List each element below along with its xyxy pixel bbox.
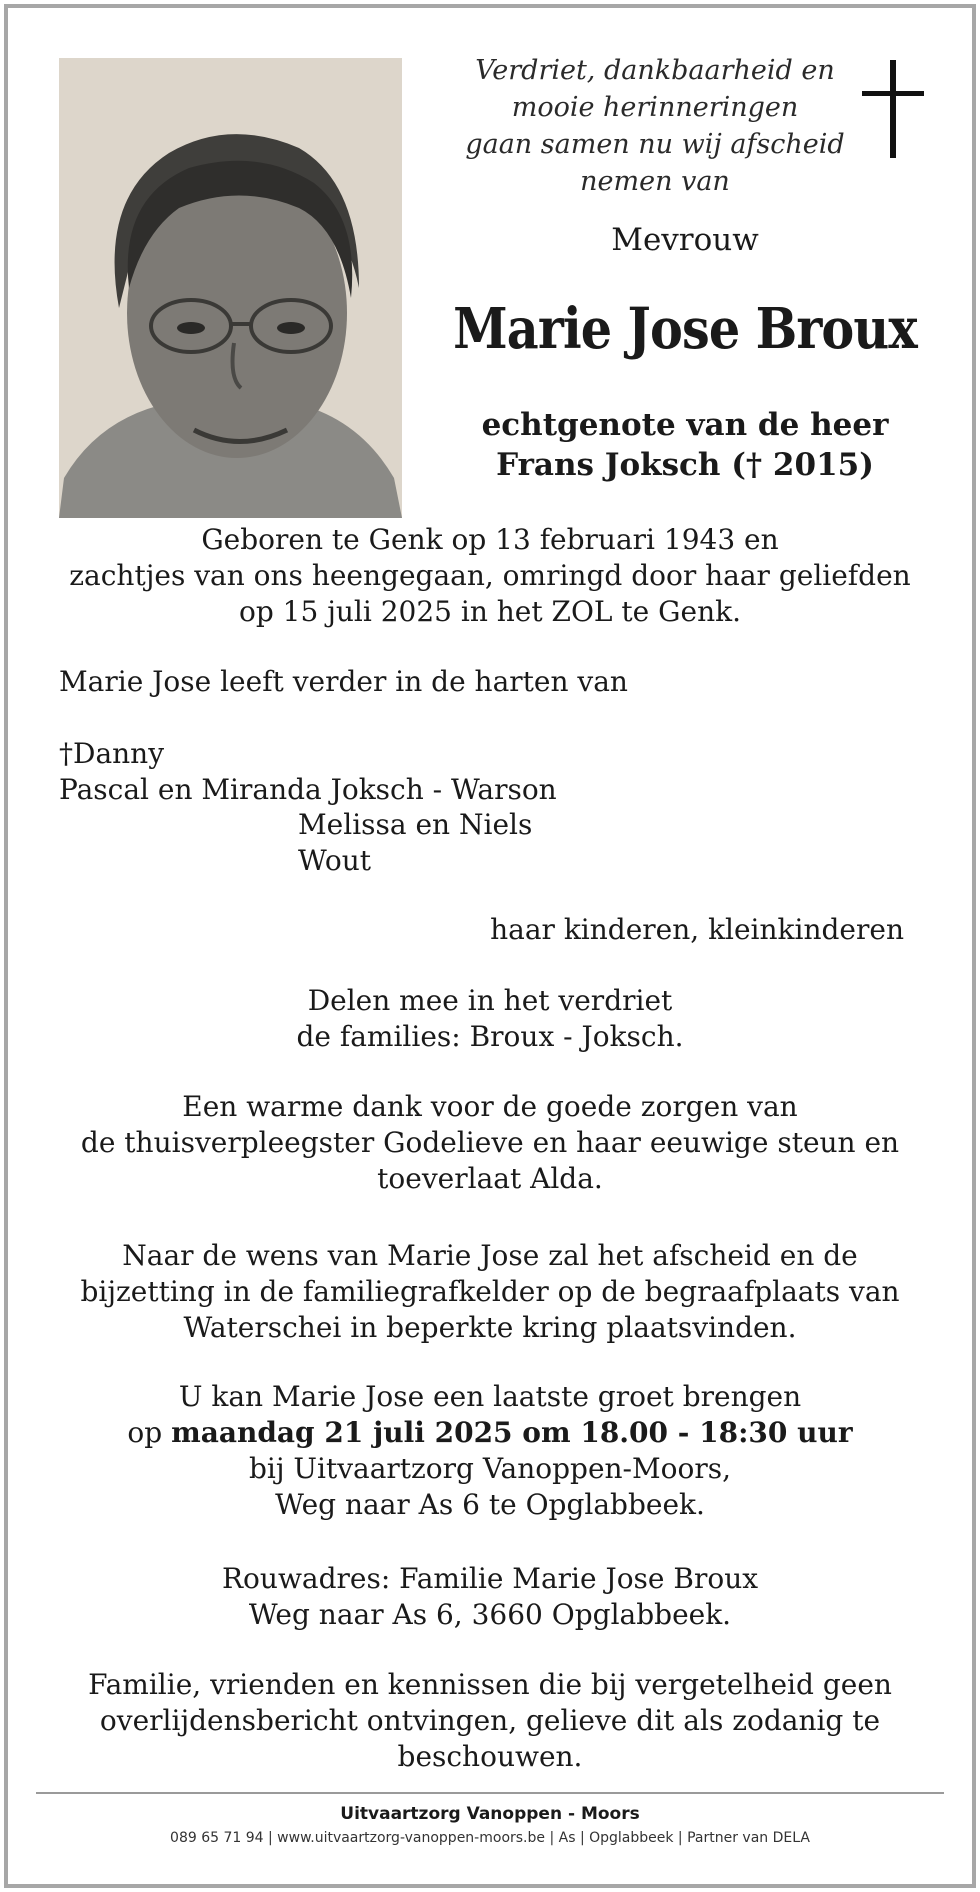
birth-death-info <box>40 522 940 630</box>
text-line: Een warme dank voor de goede zorgen van <box>182 1090 798 1123</box>
funeral-home-name: Uitvaartzorg Vanoppen - Moors <box>340 1804 640 1824</box>
text-line: toeverlaat Alda. <box>377 1162 603 1195</box>
text-fragment: op <box>127 1416 172 1449</box>
text-line: Geboren te Genk op 13 februari 1943 en <box>201 523 779 556</box>
thanks-text <box>40 1089 940 1197</box>
text-line: beschouwen. <box>397 1740 583 1773</box>
quote-line: Verdriet, dankbaarheid en <box>475 55 835 86</box>
text-line: U kan Marie Jose een laatste groet brengen <box>178 1380 802 1413</box>
visit-date: maandag 21 juli 2025 om 18.00 - 18:30 uur <box>171 1416 853 1449</box>
opening-quote <box>420 52 890 200</box>
text-line: op 15 juli 2025 in het ZOL te Genk. <box>238 595 741 628</box>
footer-divider <box>36 1792 944 1794</box>
quote-line: gaan samen nu wij afscheid <box>465 129 845 160</box>
lives-on-text: Marie Jose leeft verder in de harten van <box>59 665 628 698</box>
mourning-address <box>40 1561 940 1633</box>
spouse-line: echtgenote van de heer <box>481 407 889 443</box>
deceased-name: Marie Jose Broux <box>453 296 917 362</box>
family-member: Pascal en Miranda Joksch - Warson <box>59 773 557 806</box>
text-line: Weg naar As 6, 3660 Opglabbeek. <box>248 1598 732 1631</box>
portrait-illustration <box>59 58 402 518</box>
family-member: †Danny <box>59 737 165 770</box>
visitation-info <box>40 1379 940 1523</box>
quote-line: nemen van <box>580 166 730 197</box>
family-relation: haar kinderen, kleinkinderen <box>490 913 904 946</box>
share-grief <box>40 983 940 1055</box>
salutation: Mevrouw <box>611 222 759 258</box>
text-line: bijzetting in de familiegrafkelder op de begraafplaats van <box>80 1275 900 1308</box>
family-member: Wout <box>298 844 372 877</box>
funeral-home-contact: 089 65 71 94 | www.uitvaartzorg-vanoppen-moors.be | As | Opglabbeek | Partner van DELA <box>170 1830 810 1846</box>
text-line: Rouwadres: Familie Marie Jose Broux <box>221 1562 759 1595</box>
text-line: Waterschei in beperkte kring plaatsvinden. <box>183 1311 797 1344</box>
text-line: Delen mee in het verdriet <box>307 984 673 1017</box>
portrait-photo <box>59 58 402 518</box>
visit-date-line <box>40 1415 940 1451</box>
text-line: bij Uitvaartzorg Vanoppen-Moors, <box>248 1452 732 1485</box>
spouse-line: Frans Joksch († 2015) <box>496 447 874 483</box>
text-line: de families: Broux - Joksch. <box>296 1020 684 1053</box>
text-line: Naar de wens van Marie Jose zal het afscheid en de <box>122 1239 858 1272</box>
family-member: Melissa en Niels <box>298 808 533 841</box>
funeral-wish <box>40 1238 940 1346</box>
text-line: Familie, vrienden en kennissen die bij vergetelheid geen <box>88 1668 892 1701</box>
text-line: zachtjes van ons heengegaan, omringd door haar geliefden <box>69 559 911 592</box>
notice-text <box>40 1667 940 1775</box>
spouse-info <box>420 405 950 485</box>
text-line: de thuisverpleegster Godelieve en haar eeuwige steun en <box>80 1126 900 1159</box>
cross-icon <box>862 60 924 158</box>
text-line: Weg naar As 6 te Opglabbeek. <box>275 1488 705 1521</box>
quote-line: mooie herinneringen <box>511 92 799 123</box>
text-line: overlijdensbericht ontvingen, gelieve dit als zodanig te <box>99 1704 881 1737</box>
